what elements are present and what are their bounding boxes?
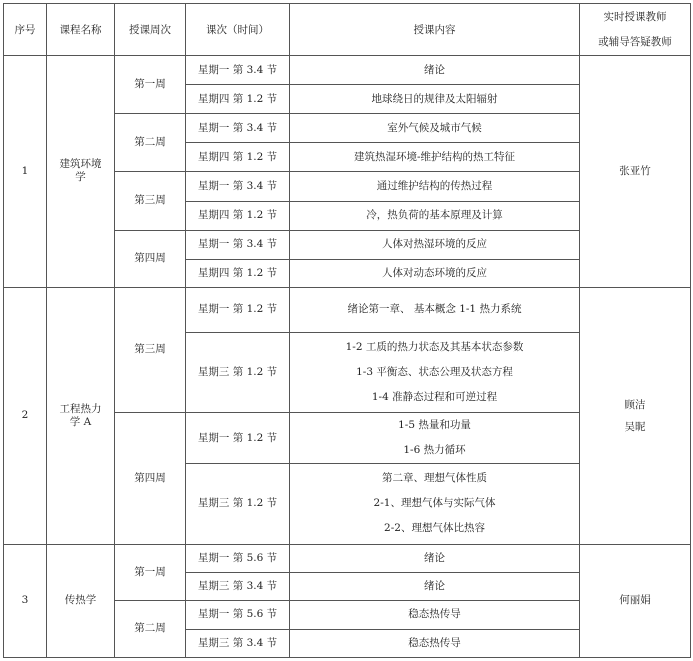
header-row [4, 4, 691, 56]
session-time: 星期四 第 1.2 节 [186, 85, 290, 114]
session-time: 星期四 第 1.2 节 [186, 201, 290, 230]
session-time: 星期三 第 1.2 节 [186, 332, 290, 412]
week-cell: 第一周 [115, 56, 186, 114]
header-course: 课程名称 [47, 4, 115, 56]
course-name-line2: 学 [75, 171, 86, 184]
course-name-line1: 工程热力 [59, 402, 102, 415]
session-content: 稳态热传导 [290, 600, 580, 629]
table-row [4, 56, 691, 85]
session-content: 人体对动态环境的反应 [290, 259, 580, 287]
content-line: 2-2、理想气体比热容 [384, 522, 485, 535]
teacher-name: 顾洁 [624, 398, 646, 411]
header-week: 授课周次 [115, 4, 186, 56]
course-index: 3 [4, 544, 47, 657]
content-line: 1-3 平衡态、状态公理及状态方程 [356, 366, 513, 379]
week-cell: 第一周 [115, 544, 186, 600]
week-cell: 第二周 [115, 114, 186, 172]
week-cell: 第二周 [115, 600, 186, 657]
week-cell: 第三周 [115, 287, 186, 412]
week-cell: 第四周 [115, 230, 186, 287]
content-line: 1-4 准静态过程和可逆过程 [371, 391, 498, 404]
table-row [4, 544, 691, 572]
session-content [290, 287, 580, 332]
session-content: 地球绕日的规律及太阳辐射 [290, 85, 580, 114]
content-line: 1-2 工质的热力状态及其基本状态参数 [345, 341, 524, 354]
session-content: 稳态热传导 [290, 629, 580, 657]
teacher-cell [580, 287, 691, 544]
session-content: 人体对热湿环境的反应 [290, 230, 580, 259]
session-content: 通过维护结构的传热过程 [290, 172, 580, 201]
header-teacher [580, 4, 691, 56]
content-line: 1-6 热力循环 [403, 444, 466, 457]
session-time: 星期四 第 1.2 节 [186, 259, 290, 287]
content-line: 1-5 热量和功量 [398, 419, 471, 432]
header-content: 授课内容 [290, 4, 580, 56]
teacher-name: 吴昵 [624, 420, 646, 433]
session-content: 室外气候及城市气候 [290, 114, 580, 143]
header-index: 序号 [4, 4, 47, 56]
session-content [290, 413, 580, 464]
header-teacher-line2: 或辅导答疑教师 [598, 35, 672, 48]
session-time: 星期一 第 5.6 节 [186, 600, 290, 629]
week-cell: 第四周 [115, 413, 186, 544]
session-time: 星期三 第 3.4 节 [186, 572, 290, 600]
session-time: 星期一 第 3.4 节 [186, 56, 290, 85]
session-content: 绪论 [290, 56, 580, 85]
table-row [4, 287, 691, 332]
course-name [47, 287, 115, 544]
session-content: 建筑热湿环境-维护结构的热工特征 [290, 143, 580, 172]
session-time: 星期三 第 1.2 节 [186, 464, 290, 544]
session-time: 星期一 第 1.2 节 [186, 413, 290, 464]
content-line: 绪论第一章、 基本概念 1-1 热力系统 [347, 303, 522, 316]
session-time: 星期一 第 3.4 节 [186, 230, 290, 259]
session-time: 星期四 第 1.2 节 [186, 143, 290, 172]
session-time: 星期一 第 1.2 节 [186, 287, 290, 332]
session-content: 绪论 [290, 544, 580, 572]
content-line: 2-1、理想气体与实际气体 [373, 497, 496, 510]
course-index: 1 [4, 56, 47, 288]
session-content [290, 464, 580, 544]
week-cell: 第三周 [115, 172, 186, 230]
session-time: 星期三 第 3.4 节 [186, 629, 290, 657]
teacher-cell: 张亚竹 [580, 56, 691, 288]
course-name-line1: 建筑环境 [59, 158, 102, 171]
teacher-cell: 何丽娟 [580, 544, 691, 657]
header-session: 课次（时间） [186, 4, 290, 56]
session-time: 星期一 第 3.4 节 [186, 172, 290, 201]
header-teacher-line1: 实时授课教师 [603, 11, 667, 24]
content-line: 第二章、理想气体性质 [382, 472, 487, 485]
course-name: 传热学 [47, 544, 115, 657]
session-content: 冷，热负荷的基本原理及计算 [290, 201, 580, 230]
session-content [290, 332, 580, 412]
session-content: 绪论 [290, 572, 580, 600]
course-index: 2 [4, 287, 47, 544]
schedule-table [3, 3, 691, 658]
course-name-line2: 学 A [69, 415, 92, 428]
session-time: 星期一 第 5.6 节 [186, 544, 290, 572]
session-time: 星期一 第 3.4 节 [186, 114, 290, 143]
course-name [47, 56, 115, 288]
